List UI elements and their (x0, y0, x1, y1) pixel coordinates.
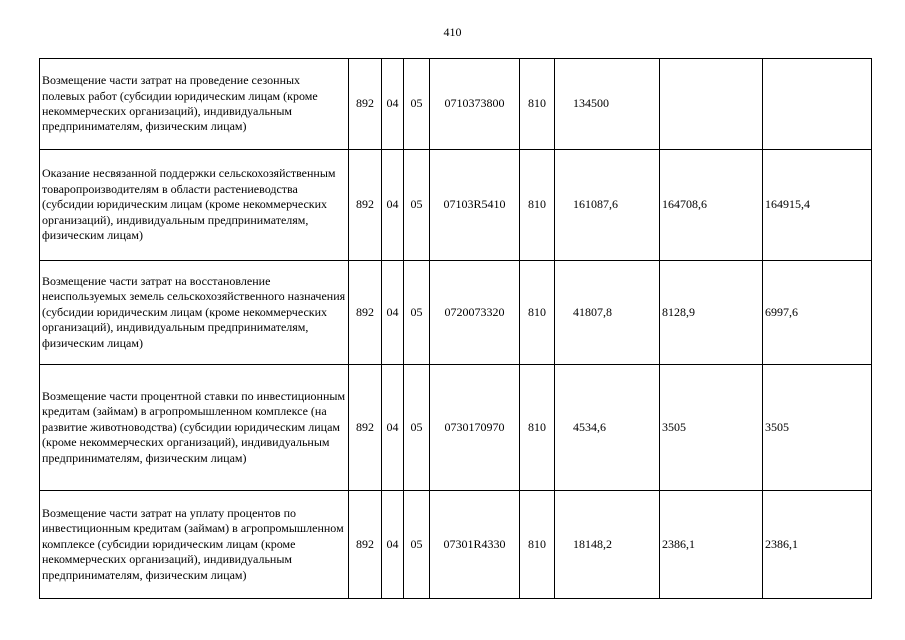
expense-type-cell: 810 (520, 261, 555, 365)
expense-type-cell: 810 (520, 59, 555, 150)
target-article-cell: 07301R4330 (430, 491, 520, 599)
subsection-code-cell: 05 (404, 491, 430, 599)
sum-year-1-cell: 161087,6 (555, 150, 660, 261)
sum-year-2-cell (660, 59, 763, 150)
sum-year-3-cell: 2386,1 (763, 491, 872, 599)
sum-year-2-cell: 3505 (660, 365, 763, 491)
section-code-cell: 04 (382, 59, 404, 150)
sum-year-3-cell: 6997,6 (763, 261, 872, 365)
expense-type-cell: 810 (520, 365, 555, 491)
sum-year-1-cell: 41807,8 (555, 261, 660, 365)
table-row (40, 261, 872, 365)
table-row (40, 365, 872, 491)
ministry-code-cell: 892 (349, 491, 382, 599)
expense-type-cell: 810 (520, 491, 555, 599)
target-article-cell: 0720073320 (430, 261, 520, 365)
sum-year-2-cell: 164708,6 (660, 150, 763, 261)
subsection-code-cell: 05 (404, 150, 430, 261)
section-code-cell: 04 (382, 365, 404, 491)
table-row (40, 491, 872, 599)
sum-year-1-cell: 4534,6 (555, 365, 660, 491)
expense-name-cell: Возмещение части затрат на восстановление неиспользуемых земель сельскохозяйственного назначения (субсидии юридическим лицам (кроме некоммерческих организаций), индивидуальным предпринимателям, физическим лицам) (40, 261, 349, 365)
subsection-code-cell: 05 (404, 365, 430, 491)
section-code-cell: 04 (382, 261, 404, 365)
sum-year-2-cell: 8128,9 (660, 261, 763, 365)
table-row (40, 150, 872, 261)
expense-name-cell: Оказание несвязанной поддержки сельскохозяйственным товаропроизводителям в области растениеводства (субсидии юридическим лицам (кроме некоммерческих организаций), индивидуальным предпринимателям, физическим лицам) (40, 150, 349, 261)
sum-year-1-cell: 134500 (555, 59, 660, 150)
expense-name-cell: Возмещение части процентной ставки по инвестиционным кредитам (займам) в агропромышленном комплексе (на развитие животноводства) (субсидии юридическим лицам (кроме некоммерческих организаций), индивидуальным предпринимателям, физическим лицам) (40, 365, 349, 491)
sum-year-3-cell: 164915,4 (763, 150, 872, 261)
sum-year-3-cell: 3505 (763, 365, 872, 491)
target-article-cell: 0710373800 (430, 59, 520, 150)
target-article-cell: 0730170970 (430, 365, 520, 491)
ministry-code-cell: 892 (349, 150, 382, 261)
expense-name-cell: Возмещение части затрат на уплату процентов по инвестиционным кредитам (займам) в агропромышленном комплексе (субсидии юридическим лицам (кроме некоммерческих организаций), индивидуальным предпринимателям, физическим лицам) (40, 491, 349, 599)
budget-table (39, 58, 872, 599)
page-number: 410 (443, 25, 462, 39)
sum-year-1-cell: 18148,2 (555, 491, 660, 599)
ministry-code-cell: 892 (349, 365, 382, 491)
sum-year-2-cell: 2386,1 (660, 491, 763, 599)
section-code-cell: 04 (382, 491, 404, 599)
expense-type-cell: 810 (520, 150, 555, 261)
subsection-code-cell: 05 (404, 261, 430, 365)
ministry-code-cell: 892 (349, 261, 382, 365)
expense-name-cell: Возмещение части затрат на проведение сезонных полевых работ (субсидии юридическим лицам (кроме некоммерческих организаций), индивидуальным предпринимателям, физическим лицам) (40, 59, 349, 150)
table-row (40, 59, 872, 150)
target-article-cell: 07103R5410 (430, 150, 520, 261)
section-code-cell: 04 (382, 150, 404, 261)
sum-year-3-cell (763, 59, 872, 150)
subsection-code-cell: 05 (404, 59, 430, 150)
ministry-code-cell: 892 (349, 59, 382, 150)
